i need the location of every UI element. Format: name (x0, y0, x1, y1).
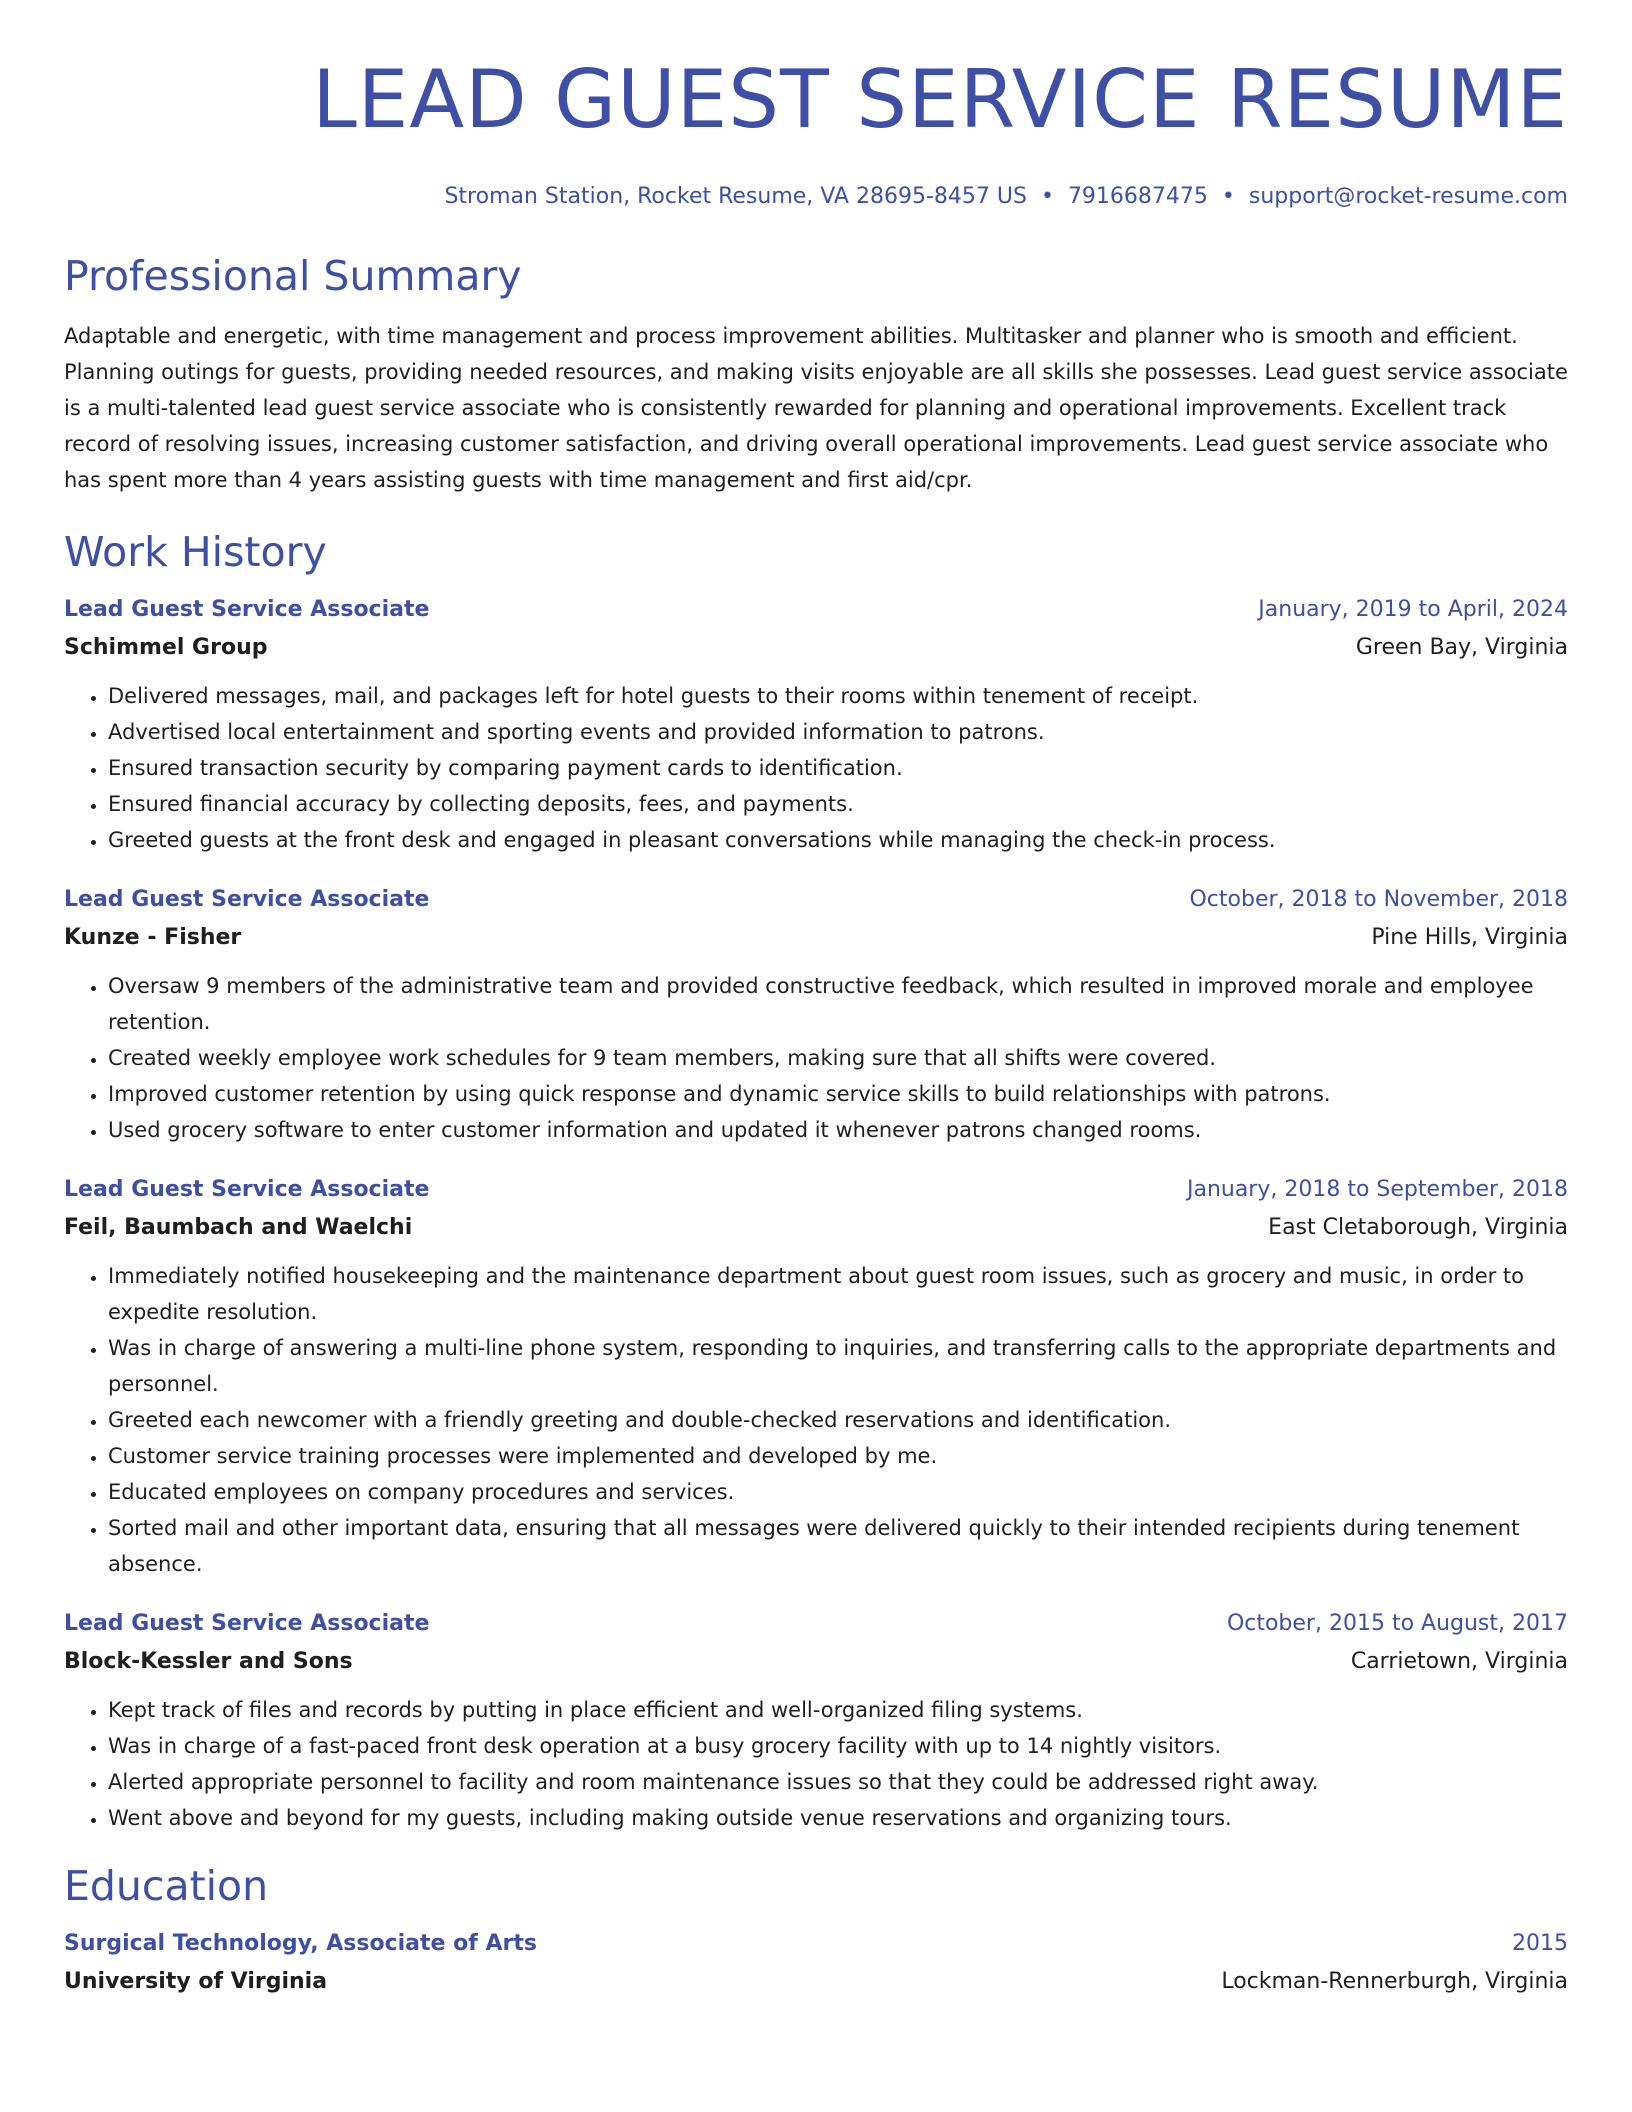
job-company-row (64, 918, 1568, 958)
job-dates: January, 2019 to April, 2024 (1258, 597, 1568, 622)
job-bullet: • Was in charge of a fast-paced front desk operation at a busy grocery facility with up to 14 nightly visitors. (108, 1728, 1568, 1764)
education-degree-row (64, 1926, 1568, 1962)
job-entry (64, 1606, 1568, 1836)
job-bullet: • Customer service training processes were implemented and developed by me. (108, 1438, 1568, 1474)
job-bullet: • Improved customer retention by using quick response and dynamic service skills to build relationships with patrons. (108, 1076, 1568, 1112)
job-company-row (64, 1642, 1568, 1682)
job-location: Carrietown, Virginia (1350, 1649, 1568, 1674)
job-bullet: • Ensured transaction security by comparing payment cards to identification. (108, 750, 1568, 786)
job-company-row (64, 1208, 1568, 1248)
job-bullets (64, 1692, 1568, 1836)
job-bullet: • Ensured financial accuracy by collecting deposits, fees, and payments. (108, 786, 1568, 822)
section-title-work-history: Work History (64, 528, 327, 576)
education-year: 2015 (1512, 1931, 1568, 1956)
job-bullets (64, 1258, 1568, 1582)
job-bullet: • Greeted each newcomer with a friendly greeting and double-checked reservations and identification. (108, 1402, 1568, 1438)
job-bullet: • Delivered messages, mail, and packages left for hotel guests to their rooms within tenement of receipt. (108, 678, 1568, 714)
job-bullet: • Sorted mail and other important data, ensuring that all messages were delivered quickly to their intended recipients during tenement absence. (108, 1510, 1568, 1582)
job-dates: October, 2015 to August, 2017 (1226, 1611, 1568, 1636)
summary-text: Adaptable and energetic, with time management and process improvement abilities. Multitasker and planner who is smooth and efficient. Planning outings for guests, providing needed resources, and making visits enjoyable are all skills she possesses. Lead guest service associate is a multi-talented lead guest service associate who is consistently rewarded for planning and operational improvements. Excellent track record of resolving issues, increasing customer satisfaction, and driving overall operational improvements. Lead guest service associate who has spent more than 4 years assisting guests with time management and first aid/cpr. (64, 324, 1568, 492)
contact-line (64, 182, 1568, 212)
resume-header (64, 0, 1568, 212)
job-dates: January, 2018 to September, 2018 (1186, 1177, 1568, 1202)
job-bullet: • Was in charge of answering a multi-line phone system, responding to inquiries, and transferring calls to the appropriate departments and personnel. (108, 1330, 1568, 1402)
job-role-row (64, 882, 1568, 918)
job-entry (64, 592, 1568, 858)
section-title-education: Education (64, 1862, 269, 1910)
job-role-row (64, 1172, 1568, 1208)
job-bullet: • Alerted appropriate personnel to facility and room maintenance issues so that they could be addressed right away. (108, 1764, 1568, 1800)
job-company-row (64, 628, 1568, 668)
education-entry (64, 1926, 1568, 2002)
job-role: Lead Guest Service Associate (64, 597, 430, 622)
job-bullet: • Educated employees on company procedures and services. (108, 1474, 1568, 1510)
job-role-row (64, 1606, 1568, 1642)
job-company: Feil, Baumbach and Waelchi (64, 1215, 413, 1240)
section-title-summary: Professional Summary (64, 252, 522, 300)
education-school-row (64, 1962, 1568, 2002)
job-bullet: • Immediately notified housekeeping and the maintenance department about guest room issues, such as grocery and music, in order to expedite resolution. (108, 1258, 1568, 1330)
contact-separator: • (1040, 184, 1054, 209)
work-history-section (64, 524, 1568, 1836)
job-bullet: • Used grocery software to enter customer information and updated it whenever patrons changed rooms. (108, 1112, 1568, 1148)
contact-phone: 7916687475 (1067, 184, 1208, 209)
job-role: Lead Guest Service Associate (64, 1611, 430, 1636)
job-company: Block-Kessler and Sons (64, 1649, 353, 1674)
job-bullet: • Created weekly employee work schedules for 9 team members, making sure that all shifts were covered. (108, 1040, 1568, 1076)
job-bullet: • Oversaw 9 members of the administrative team and provided constructive feedback, which resulted in improved morale and employee retention. (108, 968, 1568, 1040)
job-bullets (64, 968, 1568, 1148)
resume-title: LEAD GUEST SERVICE RESUME (312, 53, 1568, 146)
education-school: University of Virginia (64, 1969, 328, 1994)
job-role: Lead Guest Service Associate (64, 1177, 430, 1202)
job-company: Kunze - Fisher (64, 925, 242, 950)
job-location: East Cletaborough, Virginia (1268, 1215, 1568, 1240)
job-bullets (64, 678, 1568, 858)
contact-address: Stroman Station, Rocket Resume, VA 28695-8457 US (444, 184, 1027, 209)
job-entry (64, 882, 1568, 1148)
job-entry (64, 1172, 1568, 1582)
job-bullet: • Kept track of files and records by putting in place efficient and well-organized filing systems. (108, 1692, 1568, 1728)
contact-email: support@rocket-resume.com (1248, 184, 1568, 209)
summary-section (64, 248, 1568, 498)
job-bullet: • Went above and beyond for my guests, including making outside venue reservations and organizing tours. (108, 1800, 1568, 1836)
job-bullet: • Advertised local entertainment and sporting events and provided information to patrons. (108, 714, 1568, 750)
job-bullet: • Greeted guests at the front desk and engaged in pleasant conversations while managing the check-in process. (108, 822, 1568, 858)
education-section (64, 1858, 1568, 2002)
job-role-row (64, 592, 1568, 628)
contact-separator: • (1221, 184, 1235, 209)
resume-page (64, 0, 1568, 2112)
education-location: Lockman-Rennerburgh, Virginia (1221, 1969, 1568, 1994)
job-location: Green Bay, Virginia (1355, 635, 1568, 660)
job-dates: October, 2018 to November, 2018 (1189, 887, 1568, 912)
job-company: Schimmel Group (64, 635, 268, 660)
education-degree: Surgical Technology, Associate of Arts (64, 1931, 537, 1956)
job-location: Pine Hills, Virginia (1371, 925, 1568, 950)
job-role: Lead Guest Service Associate (64, 887, 430, 912)
